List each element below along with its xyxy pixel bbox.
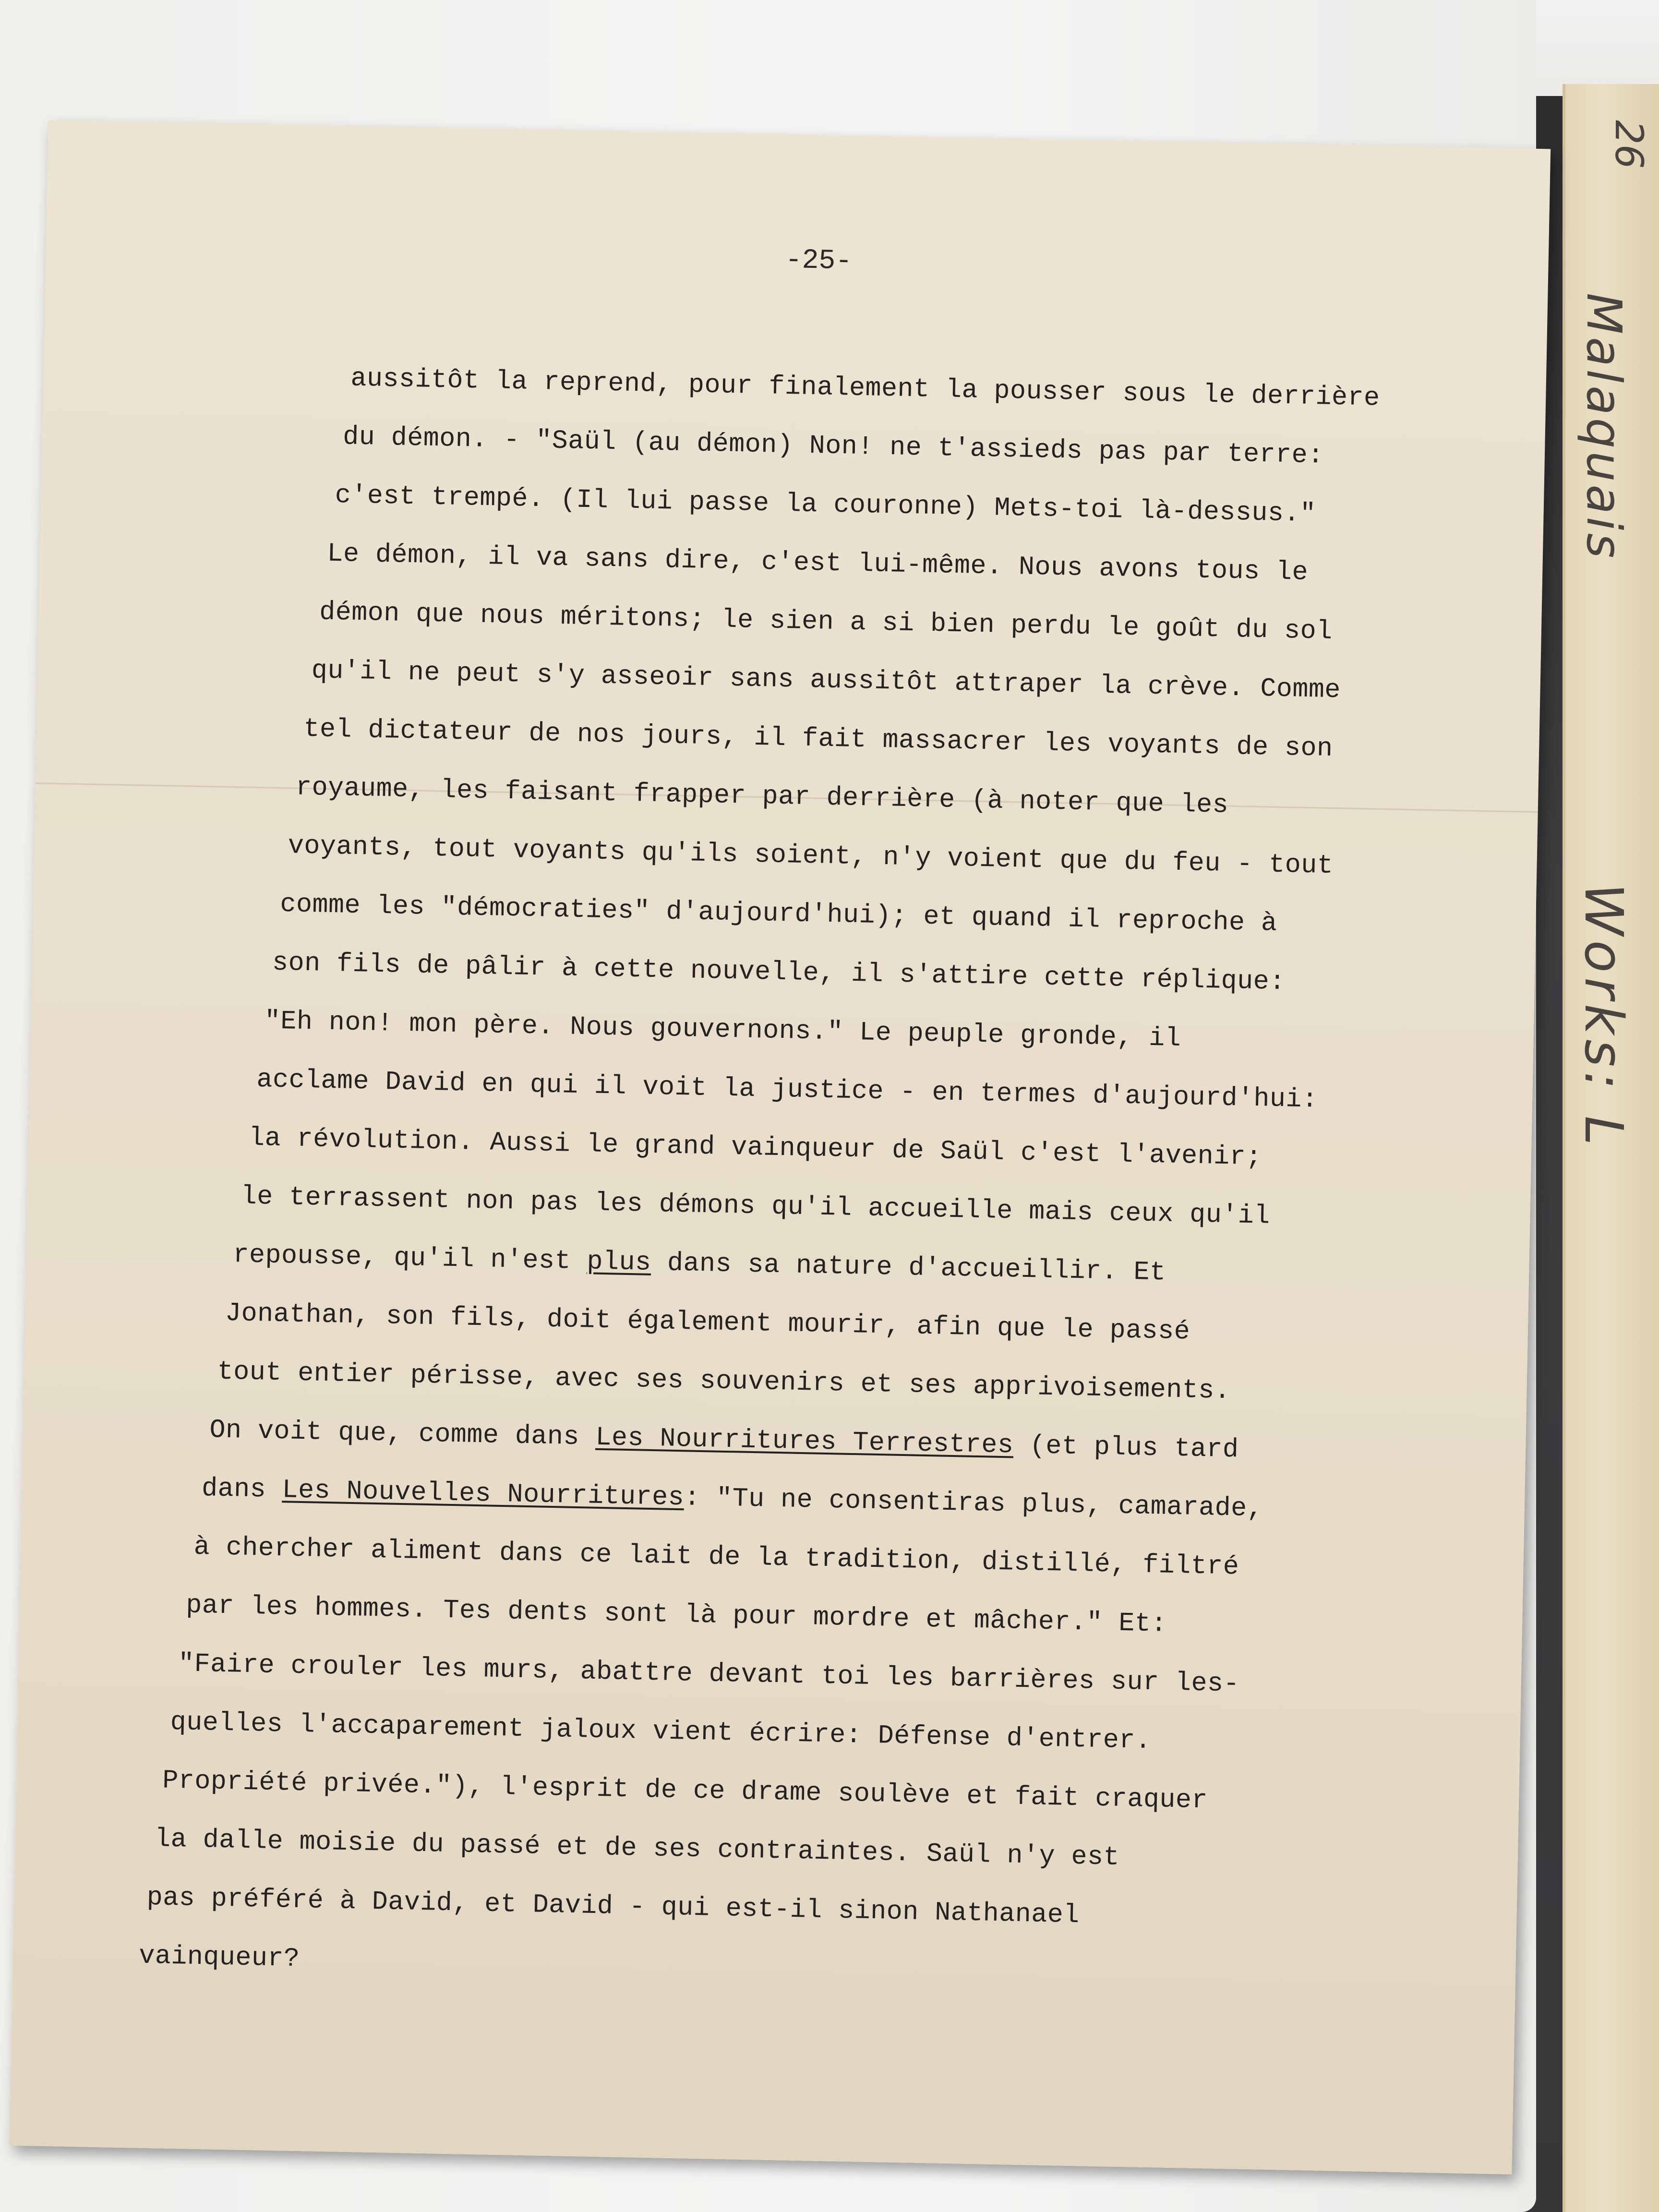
text-segment: le terrassent non pas les démons qu'il accueille mais ceux qu'il xyxy=(240,1181,1271,1231)
text-segment: tel dictateur de nos jours, il fait massacrer les voyants de son xyxy=(303,713,1334,764)
text-segment: par les hommes. Tes dents sont là pour mordre et mâcher." Et: xyxy=(185,1590,1167,1639)
text-segment: pas préféré à David, et David - qui est-il sinon Nathanael xyxy=(146,1882,1080,1931)
text-segment: la dalle moisie du passé et de ses contraintes. Saül n'y est xyxy=(154,1824,1120,1873)
folder-tab-series: Works: L xyxy=(1573,883,1635,1150)
text-segment: la révolution. Aussi le grand vainqueur de Saül c'est l'avenir; xyxy=(248,1122,1262,1173)
text-segment: vainqueur? xyxy=(138,1940,301,1974)
text-segment: démon que nous méritons; le sien a si bien perdu le goût du sol xyxy=(319,597,1333,647)
text-segment: son fils de pâlir à cette nouvelle, il s'attire cette réplique: xyxy=(272,947,1286,998)
text-segment: On voit que, comme dans xyxy=(209,1415,596,1453)
text-segment: : "Tu ne consentiras plus, camarade, xyxy=(684,1482,1263,1524)
typed-page xyxy=(10,120,1551,2174)
underlined-title: plus xyxy=(586,1246,652,1278)
text-segment: aussitôt la reprend, pour finalement la pousser sous le derrière xyxy=(350,363,1381,413)
text-segment: voyants, tout voyants qu'ils soient, n'y voient que du feu - tout xyxy=(288,830,1334,881)
text-segment: Jonathan, son fils, doit également mourir, afin que le passé xyxy=(225,1298,1190,1347)
underlined-title: Les Nourritures Terrestres xyxy=(595,1422,1014,1461)
text-segment: Le démon, il va sans dire, c'est lui-même. Nous avons tous le xyxy=(326,538,1309,588)
text-segment: "Faire crouler les murs, abattre devant toi les barrières sur les- xyxy=(178,1648,1240,1699)
text-segment: dans sa nature d'accueillir. Et xyxy=(650,1247,1166,1288)
text-segment: c'est trempé. (Il lui passe la couronne) Mets-toi là-dessus." xyxy=(335,480,1316,529)
page-number: -25- xyxy=(785,244,853,277)
text-segment: comme les "démocraties" d'aujourd'hui); et quand il reproche à xyxy=(279,889,1278,938)
text-segment: "Eh non! mon père. Nous gouvernons." Le peuple gronde, il xyxy=(264,1006,1181,1054)
folder-tab-author: Malaquais xyxy=(1576,293,1632,561)
text-segment: Propriété privée."), l'esprit de ce drame soulève et fait craquer xyxy=(162,1765,1208,1816)
text-segment: du démon. - "Saül (au démon) Non! ne t'assieds pas par terre: xyxy=(342,421,1324,471)
text-segment: repousse, qu'il n'est xyxy=(232,1239,588,1277)
text-segment: à chercher aliment dans ce lait de la tradition, distillé, filtré xyxy=(193,1531,1239,1582)
text-segment: tout entier périsse, avec ses souvenirs et ses apprivoisements. xyxy=(217,1356,1231,1407)
underlined-title: Les Nouvelles Nourritures xyxy=(282,1475,685,1513)
folder-tab-number: 26 xyxy=(1607,120,1651,169)
text-segment: dans xyxy=(201,1473,283,1505)
text-segment: acclame David en qui il voit la justice - en termes d'aujourd'hui: xyxy=(256,1064,1319,1115)
text-segment: royaume, les faisant frapper par derrière (à noter que les xyxy=(295,772,1229,820)
text-segment: (et plus tard xyxy=(1013,1430,1239,1465)
text-segment: qu'il ne peut s'y asseoir sans aussitôt attraper la crève. Comme xyxy=(311,655,1341,706)
text-segment: quelles l'accaparement jaloux vient écrire: Défense d'entrer. xyxy=(170,1707,1152,1756)
page-body-text xyxy=(138,349,1517,2011)
